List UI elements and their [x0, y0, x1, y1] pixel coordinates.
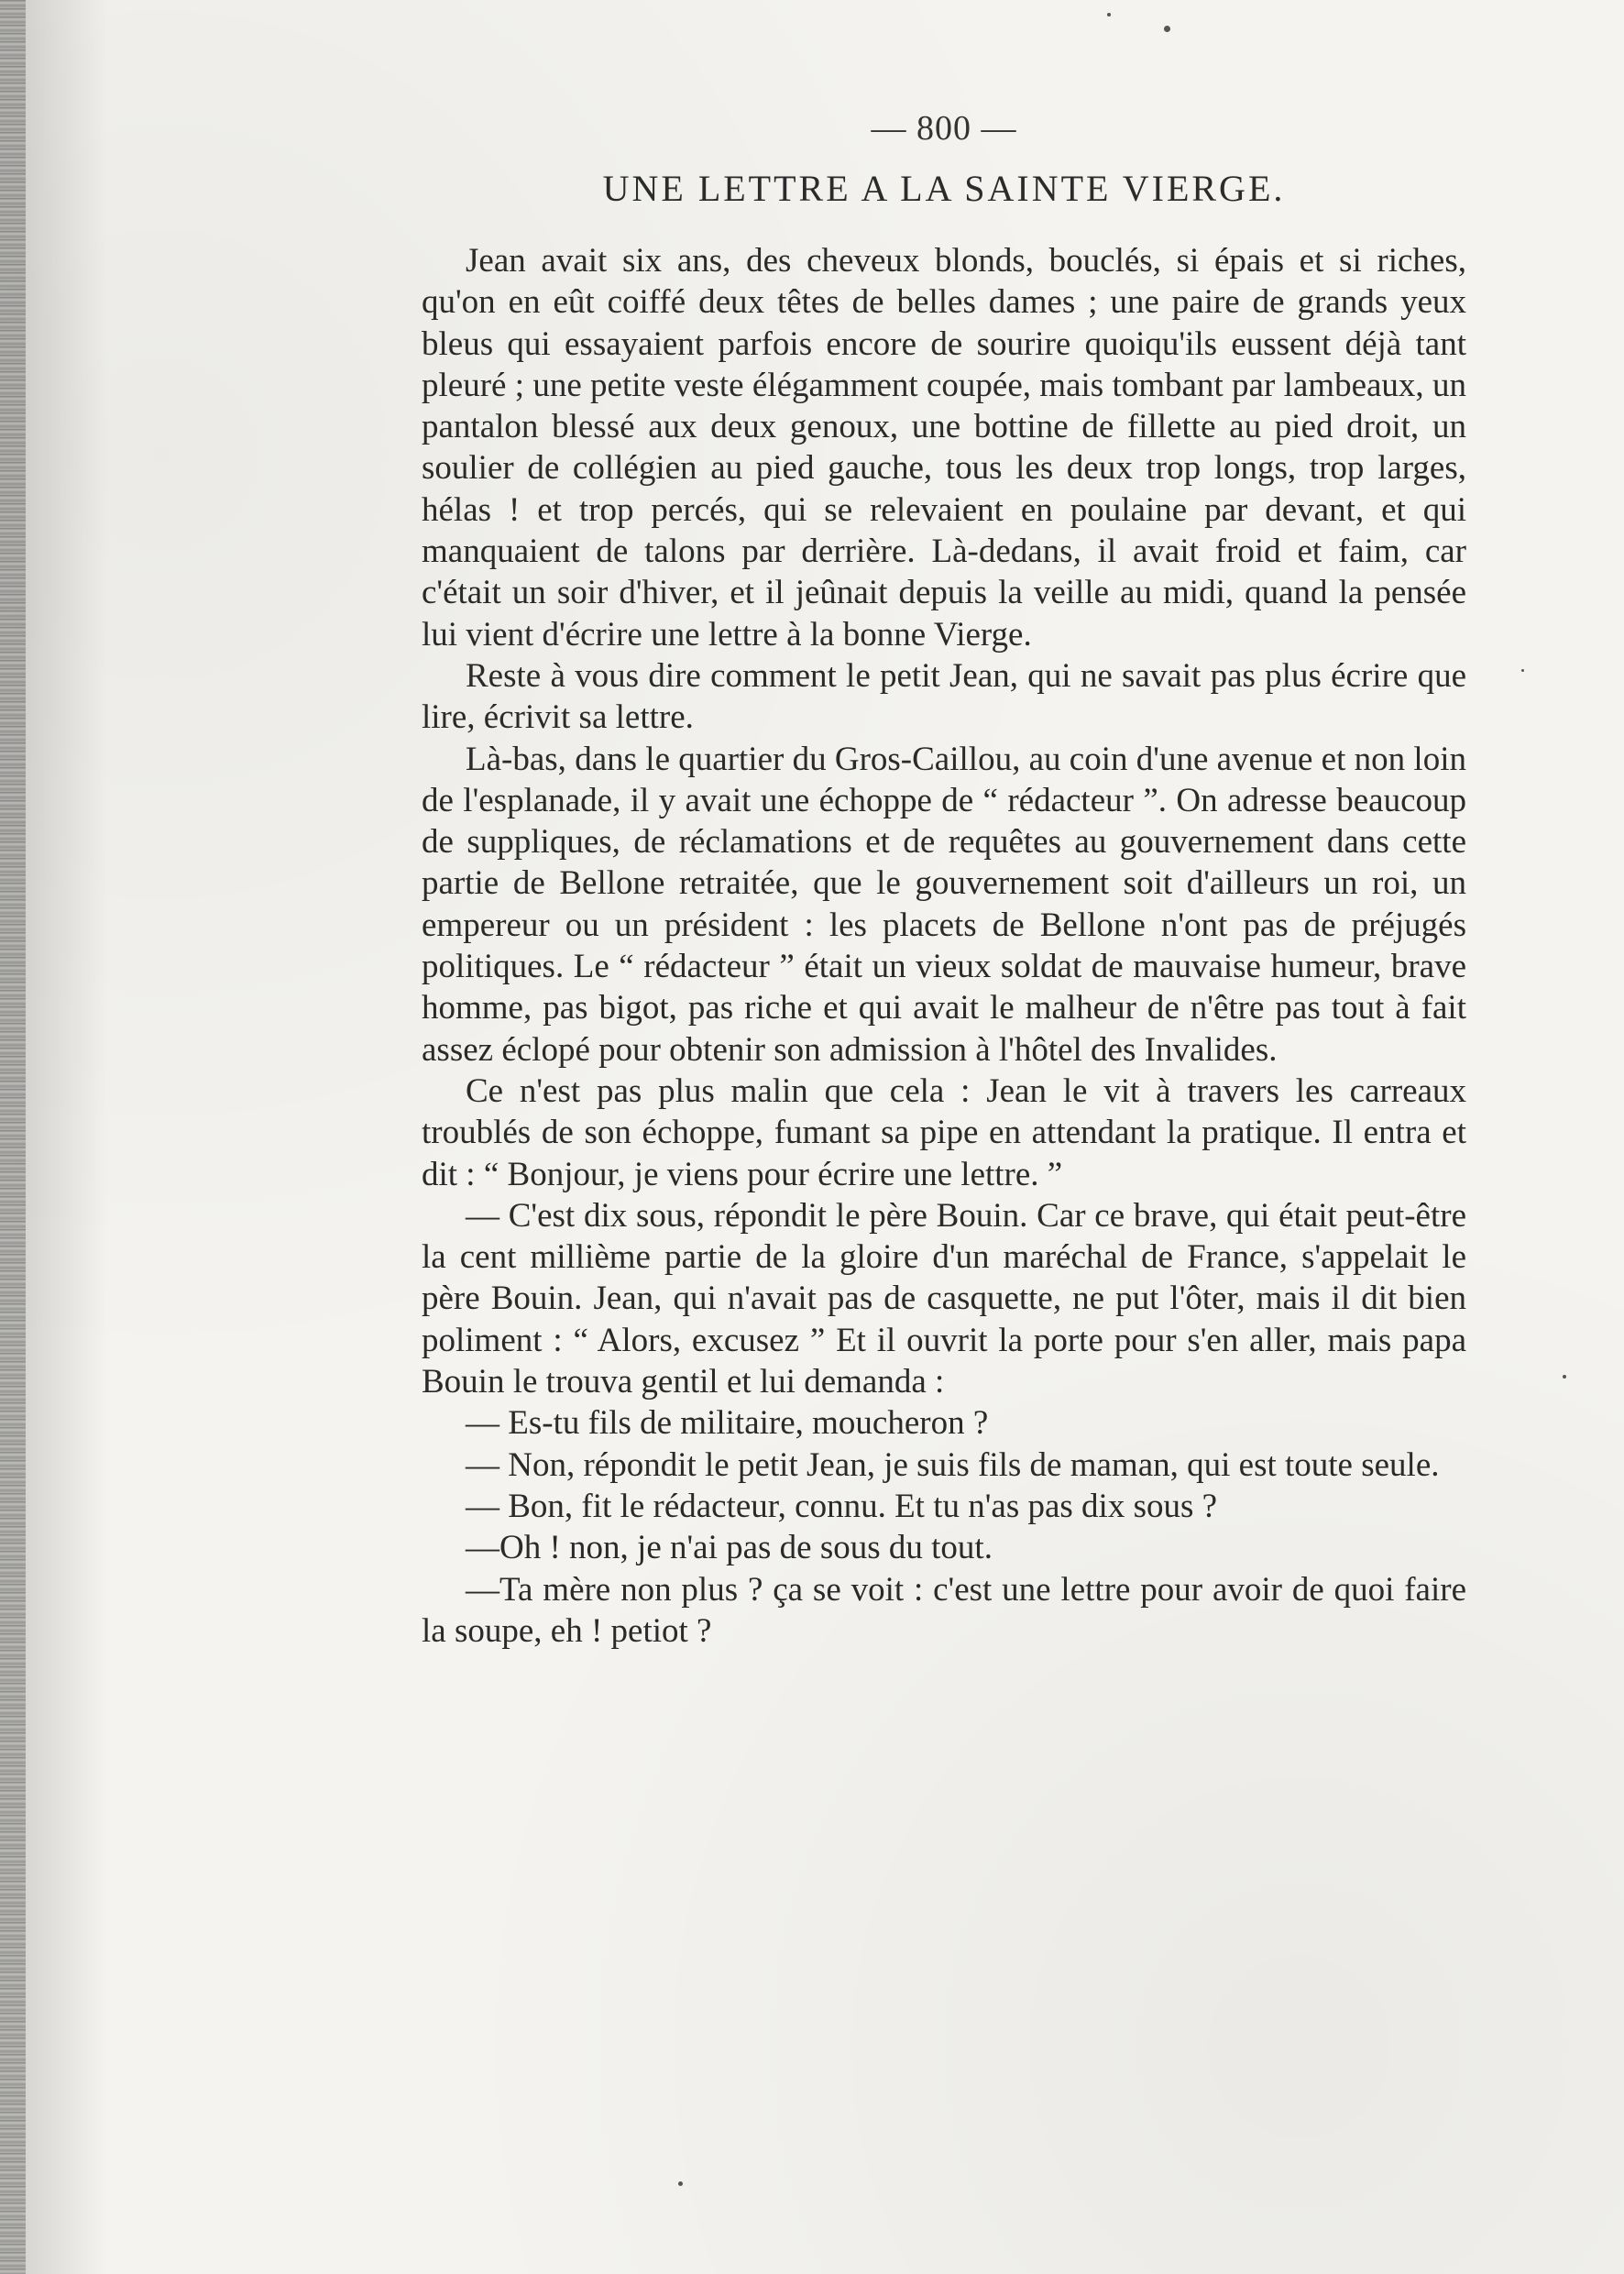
paragraph: — Es-tu fils de militaire, moucheron ? [466, 1404, 989, 1443]
paragraph: Là-bas, dans le quartier du Gros-Caillou, au coin d'une avenue et non loin de l'esplanade, il y avait une échoppe de “ rédacteur ”. On adresse beaucoup de suppliques, de réclamations et de requêtes au gouvernement dans cette partie de Bellone retraitée, que le gouvernement soit d'ailleurs un roi, un empereur ou un président : les placets de Bellone n'ont pas de préjugés politiques. Le “ rédacteur ” était un vieux soldat de mauvaise humeur, brave homme, pas bigot, pas riche et qui avait le malheur de n'être pas tout à fait assez éclopé pour obtenir son admission à l'hôtel des Invalides. [422, 740, 1466, 1069]
ink-speck [678, 2181, 683, 2186]
ink-speck [1563, 1375, 1566, 1379]
paragraph: —Ta mère non plus ? ça se voit : c'est une lettre pour avoir de quoi faire la soupe, eh ! petiot ? [422, 1570, 1466, 1650]
binding-shadow [26, 0, 108, 2274]
paragraph: Reste à vous dire comment le petit Jean, qui ne savait pas plus écrire que lire, écrivit sa lettre. [422, 656, 1466, 737]
binding-edge [0, 0, 26, 2274]
ink-speck [1521, 669, 1524, 672]
article-body [422, 240, 1466, 1652]
paragraph: — Non, répondit le petit Jean, je suis fils de maman, qui est toute seule. [466, 1445, 1440, 1484]
ink-speck [1164, 26, 1170, 32]
paragraph: Ce n'est pas plus malin que cela : Jean le vit à travers les carreaux troublés de son échoppe, fumant sa pipe en attendant la pratique. Il entra et dit : “ Bonjour, je viens pour écrire une lettre. ” [422, 1071, 1466, 1193]
paragraph: —Oh ! non, je n'ai pas de sous du tout. [466, 1529, 993, 1567]
page-number: — 800 — [871, 109, 1017, 148]
ink-speck [1107, 13, 1111, 16]
article-title: UNE LETTRE A LA SAINTE VIERGE. [602, 168, 1286, 209]
paragraph: — Bon, fit le rédacteur, connu. Et tu n'as pas dix sous ? [466, 1487, 1218, 1525]
paragraph: — C'est dix sous, répondit le père Bouin. Car ce brave, qui était peut-être la cent millième partie de la gloire d'un maréchal de France, s'appelait le père Bouin. Jean, qui n'avait pas de casquette, ne put l'ôter, mais il dit bien poliment : “ Alors, excusez ” Et il ouvrit la porte pour s'en aller, mais papa Bouin le trouva gentil et lui demanda : [422, 1196, 1466, 1401]
paragraph: Jean avait six ans, des cheveux blonds, bouclés, si épais et si riches, qu'on en eût coiffé deux têtes de belles dames ; une paire de grands yeux bleus qui essayaient parfois encore de sourire quoiqu'ils eussent déjà tant pleuré ; une petite veste élégamment coupée, mais tombant par lambeaux, un pantalon blessé aux deux genoux, une bottine de fillette au pied droit, un soulier de collégien au pied gauche, tous les deux trop longs, trop larges, hélas ! et trop percés, qui se relevaient en poulaine par devant, et qui manquaient de talons par derrière. Là-dedans, il avait froid et faim, car c'était un soir d'hiver, et il jeûnait depuis la veille au midi, quand la pensée lui vient d'écrire une lettre à la bonne Vierge. [422, 242, 1466, 654]
